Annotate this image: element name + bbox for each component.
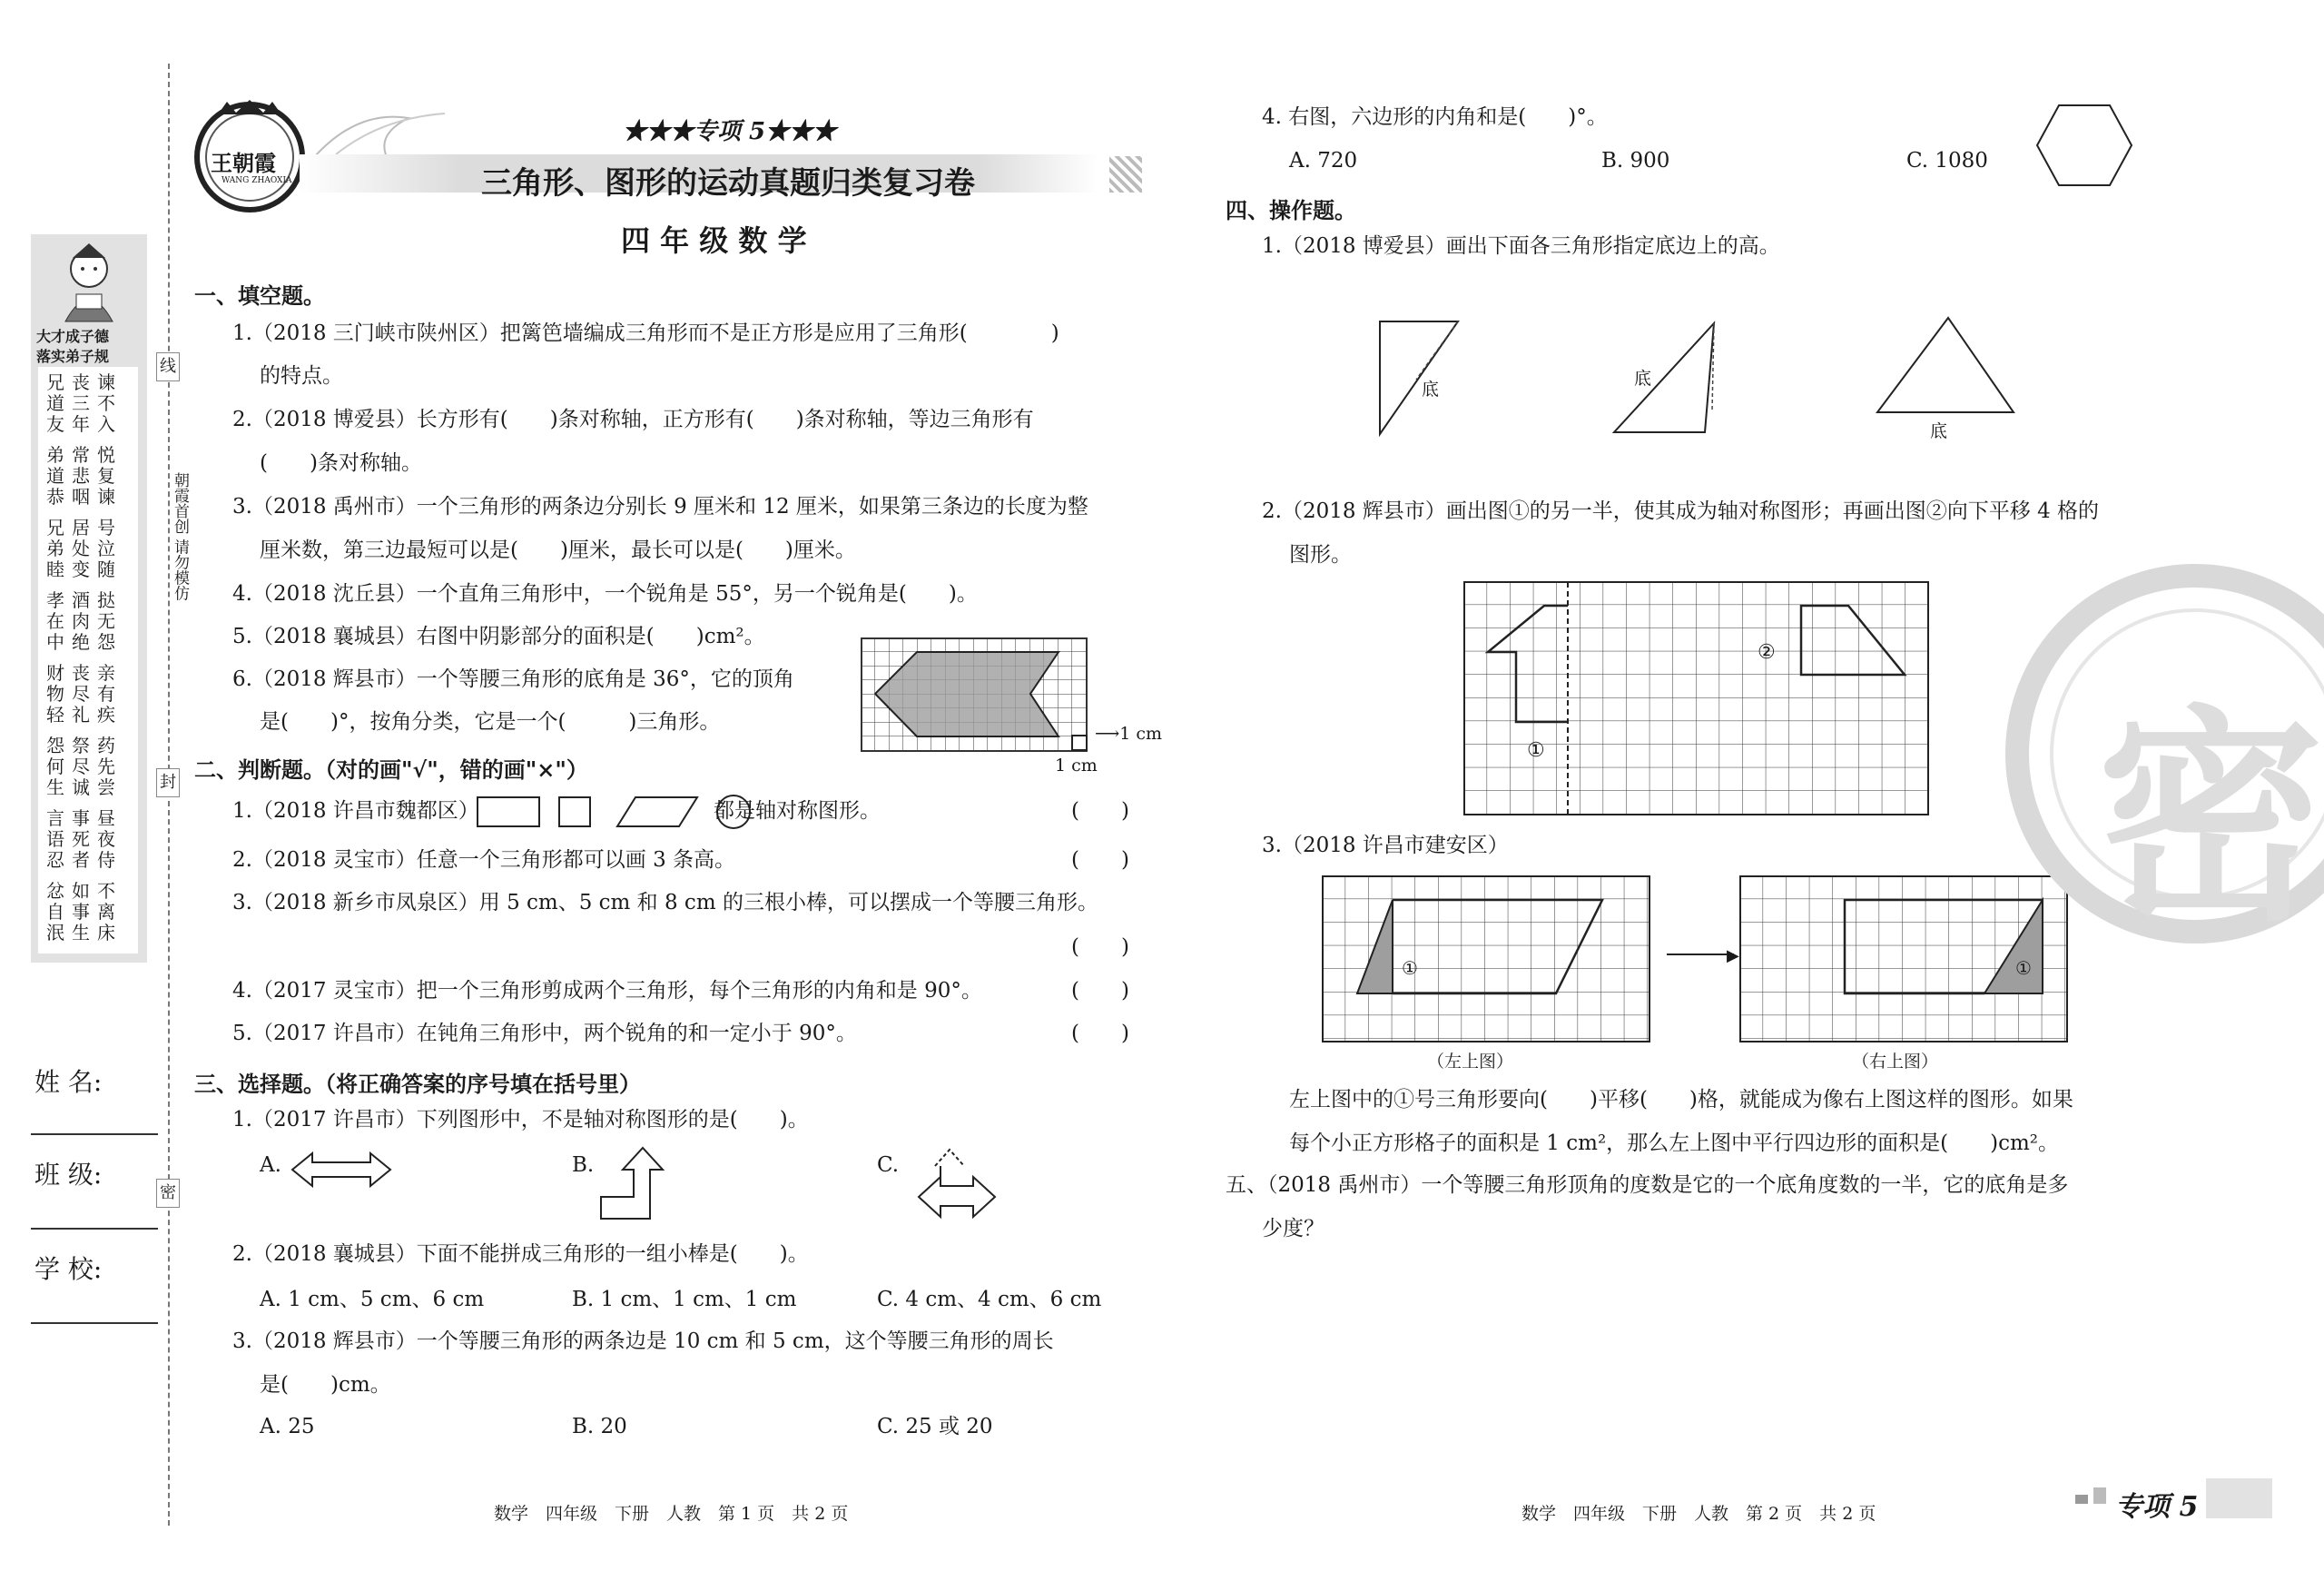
tag-decor bbox=[2093, 1487, 2106, 1504]
idiom: 挞无怨 bbox=[97, 589, 115, 653]
idiom: 常悲咽 bbox=[72, 444, 90, 508]
shaded-area-grid-figure bbox=[861, 637, 1115, 756]
idiom: 药先尝 bbox=[97, 735, 115, 798]
question-text: 每个小正方形格子的面积是 1 cm²，那么左上图中平行四边形的面积是( )cm²。 bbox=[1289, 1131, 2060, 1155]
obtuse-triangle-figure bbox=[1610, 320, 1719, 438]
school-field[interactable] bbox=[31, 1322, 158, 1324]
idiom: 居处变 bbox=[72, 517, 90, 580]
section-heading: 二、判断题。（对的画"√"，错的画"×"） bbox=[194, 756, 588, 783]
shape-icons-row bbox=[474, 792, 717, 832]
idiom: 酒肉绝 bbox=[72, 589, 90, 653]
option-text: B. 20 bbox=[572, 1415, 627, 1438]
base-label: 底 bbox=[1930, 421, 1948, 441]
idiom: 如事生 bbox=[72, 880, 90, 944]
option-text: C. 4 cm、4 cm、6 cm bbox=[877, 1288, 1102, 1311]
seal-line-text: 线 bbox=[160, 357, 176, 376]
option-text: B. 1 cm、1 cm、1 cm bbox=[572, 1288, 797, 1311]
watermark-text: 密 bbox=[2097, 687, 2324, 951]
page-footer-left: 数学 四年级 下册 人教 第 1 页 共 2 页 bbox=[494, 1504, 849, 1524]
answer-paren[interactable]: ( ) bbox=[1071, 1022, 1129, 1045]
parallelogram-icon bbox=[617, 797, 697, 826]
caption-right: （右上图） bbox=[1852, 1052, 1939, 1072]
question-text: 3.（2018 许昌市建安区） bbox=[1262, 834, 1509, 857]
triangle-1-marker: ① bbox=[1402, 957, 1418, 979]
acute-triangle-figure bbox=[1872, 314, 2017, 416]
question-text: 厘米数，第三边最短可以是( )厘米，最长可以是( )厘米。 bbox=[260, 539, 856, 562]
option-label: C. bbox=[877, 1153, 900, 1177]
question-text: 1.（2018 许昌市魏都区） bbox=[232, 799, 479, 823]
motto-line-1: 大才成子德 bbox=[36, 328, 110, 345]
question-text: ( )条对称轴。 bbox=[260, 451, 422, 475]
idiom: 号泣随 bbox=[97, 517, 115, 580]
seal-feng-mark bbox=[156, 768, 180, 797]
idiom: 兄道友 bbox=[46, 371, 64, 435]
question-text: 1.（2018 博爱县）画出下面各三角形指定底边上的高。 bbox=[1262, 234, 1780, 258]
idiom: 祭尽诚 bbox=[72, 735, 90, 798]
question-text: 的特点。 bbox=[260, 364, 343, 388]
section-heading: 一、填空题。 bbox=[194, 282, 325, 309]
page-title: 三角形、图形的运动真题归类复习卷 bbox=[481, 165, 975, 202]
answer-paren[interactable]: ( ) bbox=[1071, 848, 1129, 872]
figure-2-marker: ② bbox=[1758, 641, 1776, 664]
class-field[interactable] bbox=[31, 1228, 158, 1230]
seal-note bbox=[153, 472, 189, 600]
idiom: 丧尽礼 bbox=[72, 662, 90, 726]
question-text: 少度？ bbox=[1262, 1217, 1324, 1240]
option-label: A. bbox=[260, 1153, 281, 1177]
question-text: 五、（2018 禹州市）一个等腰三角形顶角的度数是它的一个底角度数的一半，它的底角是多 bbox=[1226, 1173, 2069, 1197]
arrow-head-icon: ▶ bbox=[1727, 946, 1739, 965]
answer-paren[interactable]: ( ) bbox=[1071, 935, 1129, 959]
question-text: 4. 右图，六边形的内角和是( )°。 bbox=[1262, 105, 1608, 129]
question-text: 5.（2017 许昌市）在钝角三角形中，两个锐角的和一定小于 90°。 bbox=[232, 1022, 857, 1045]
question-text: 2.（2018 辉县市）画出图①的另一半，使其成为轴对称图形；再画出图②向下平移 4 格的 bbox=[1262, 499, 2100, 523]
left-translation-grid bbox=[1322, 875, 1654, 1046]
tag-band bbox=[2206, 1478, 2272, 1518]
tag-decor bbox=[2075, 1495, 2088, 1504]
unit-label-bottom: 1 cm bbox=[1055, 756, 1098, 776]
scholar-figure-icon bbox=[53, 242, 125, 323]
brand-logo-subtext: WANG ZHAOXIA bbox=[222, 176, 292, 185]
page-footer-right: 数学 四年级 下册 人教 第 2 页 共 2 页 bbox=[1521, 1504, 1876, 1524]
idiom: 弟道恭 bbox=[46, 444, 64, 508]
option-label: B. bbox=[572, 1153, 595, 1177]
section-badge: ★★★专项 5★★★ bbox=[623, 118, 837, 145]
idiom: 财物轻 bbox=[46, 662, 64, 726]
idiom: 孝在中 bbox=[46, 589, 64, 653]
triangle-1-marker: ① bbox=[2015, 957, 2032, 979]
idiom: 言语忍 bbox=[46, 807, 64, 871]
question-text: 2.（2018 博爱县）长方形有( )条对称轴，正方形有( )条对称轴，等边三角形有 bbox=[232, 408, 1034, 431]
idiom: 悦复谏 bbox=[97, 444, 115, 508]
option-text: A. 1 cm、5 cm、6 cm bbox=[260, 1288, 485, 1311]
option-text: A. 720 bbox=[1289, 149, 1358, 173]
section-heading: 四、操作题。 bbox=[1226, 197, 1356, 223]
name-field[interactable] bbox=[31, 1133, 158, 1135]
question-text: 3.（2018 辉县市）一个等腰三角形的两条边是 10 cm 和 5 cm，这个等腰三角形的周长 bbox=[232, 1329, 1054, 1353]
school-label: 学 校: bbox=[34, 1254, 103, 1284]
symmetry-grid-figure bbox=[1463, 581, 1932, 819]
unit-label-right: ⟶1 cm bbox=[1095, 724, 1163, 744]
title-band-pattern bbox=[1109, 156, 1142, 193]
base-label: 底 bbox=[1634, 369, 1652, 389]
name-label: 姓 名: bbox=[34, 1067, 103, 1097]
seal-note-text: 朝霞首创 请勿模仿 bbox=[171, 472, 189, 601]
question-text: 5.（2018 襄城县）右图中阴影部分的面积是( )cm²。 bbox=[232, 625, 765, 648]
question-text: 1.（2018 三门峡市陕州区）把篱笆墙编成三角形而不是正方形是应用了三角形( ) bbox=[232, 321, 1059, 345]
hexagon-icon bbox=[2034, 102, 2135, 189]
tri-arrow-shape-icon bbox=[904, 1146, 1011, 1222]
idiom: 谏不入 bbox=[97, 371, 115, 435]
section-heading: 三、选择题。（将正确答案的序号填在括号里） bbox=[194, 1071, 641, 1097]
option-text: C. 25 或 20 bbox=[877, 1415, 993, 1438]
seal-mi-text: 密 bbox=[160, 1183, 176, 1202]
double-arrow-shape-icon bbox=[289, 1146, 394, 1193]
idiom: 事死者 bbox=[72, 807, 90, 871]
option-text: B. 900 bbox=[1601, 149, 1670, 173]
unit-text: 1 cm bbox=[1119, 724, 1163, 744]
idiom: 忿自泯 bbox=[46, 880, 64, 944]
rectangle-icon bbox=[478, 797, 539, 826]
answer-paren[interactable]: ( ) bbox=[1071, 799, 1129, 823]
section-tag: 专项 5 bbox=[2115, 1491, 2199, 1523]
question-text: 2.（2018 襄城县）下面不能拼成三角形的一组小棒是( )。 bbox=[232, 1242, 809, 1266]
idiom: 不离床 bbox=[97, 880, 115, 944]
class-label: 班 级: bbox=[34, 1160, 103, 1190]
idiom: 怨何生 bbox=[46, 735, 64, 798]
idiom: 兄弟睦 bbox=[46, 517, 64, 580]
question-text: 3.（2018 新乡市凤泉区）用 5 cm、5 cm 和 8 cm 的三根小棒，可以摆成一个等腰三角形。 bbox=[232, 891, 1098, 914]
option-text: C. 1080 bbox=[1906, 149, 1988, 173]
seal-mi-mark bbox=[156, 1179, 180, 1208]
question-text: 2.（2018 灵宝市）任意一个三角形都可以画 3 条高。 bbox=[232, 848, 736, 872]
question-text: 1.（2017 许昌市）下列图形中，不是轴对称图形的是( )。 bbox=[232, 1108, 809, 1131]
figure-1-marker: ① bbox=[1527, 739, 1545, 762]
question-text: 4.（2018 沈丘县）一个直角三角形中，一个锐角是 55°，另一个锐角是( )。 bbox=[232, 582, 978, 606]
question-text: 图形。 bbox=[1289, 543, 1352, 567]
square-icon bbox=[559, 797, 590, 826]
option-text: A. 25 bbox=[260, 1415, 315, 1438]
question-text: 都是轴对称图形。 bbox=[714, 799, 881, 823]
sidebar-panel bbox=[31, 234, 147, 963]
brand-logo-text: 王朝霞 bbox=[211, 150, 276, 176]
idiom-box bbox=[38, 367, 138, 954]
question-text: 3.（2018 禹州市）一个三角形的两条边分别长 9 厘米和 12 厘米，如果第三条边的长度为整 bbox=[232, 495, 1088, 519]
answer-paren[interactable]: ( ) bbox=[1071, 979, 1129, 1003]
page-subtitle: 四 年 级 数 学 bbox=[621, 223, 807, 258]
bent-arrow-shape-icon bbox=[597, 1146, 670, 1222]
question-text: 6.（2018 辉县市）一个等腰三角形的底角是 36°，它的顶角 bbox=[232, 667, 794, 691]
question-text: 是( )°，按角分类，它是一个( )三角形。 bbox=[260, 710, 721, 734]
right-triangle-figure bbox=[1371, 316, 1471, 438]
question-text: 4.（2017 灵宝市）把一个三角形剪成两个三角形，每个三角形的内角和是 90°。 bbox=[232, 979, 982, 1003]
seal-feng-text: 封 bbox=[160, 773, 176, 792]
idiom: 丧三年 bbox=[72, 371, 90, 435]
question-text: 左上图中的①号三角形要向( )平移( )格，就能成为像右上图这样的图形。如果 bbox=[1289, 1088, 2073, 1112]
seal-line-mark bbox=[156, 352, 180, 381]
idiom: 昼夜侍 bbox=[97, 807, 115, 871]
idiom: 亲有疾 bbox=[97, 662, 115, 726]
transform-arrow bbox=[1667, 954, 1734, 955]
caption-left: （左上图） bbox=[1427, 1052, 1514, 1072]
question-text: 是( )cm。 bbox=[260, 1373, 391, 1397]
motto-line-2: 落实弟子规 bbox=[36, 348, 110, 365]
base-label: 底 bbox=[1422, 380, 1440, 400]
